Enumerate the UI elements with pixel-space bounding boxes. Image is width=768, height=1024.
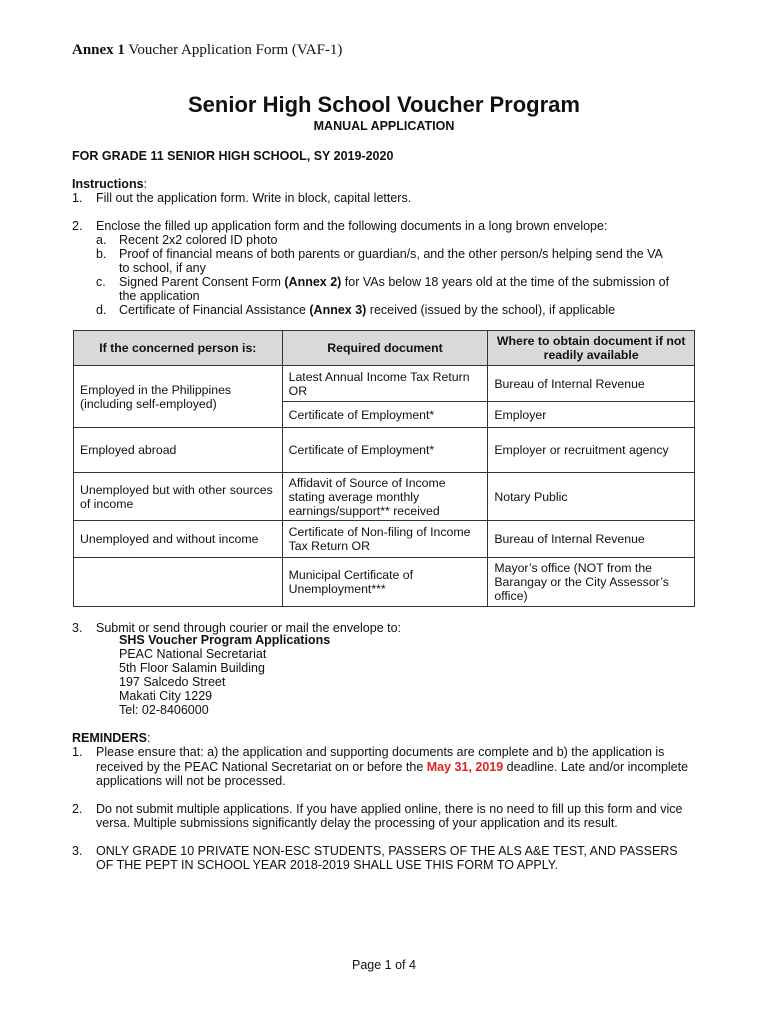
table-cell-document: Certificate of Non-filing of Income Tax Return OR [282,521,488,558]
table-cell-person: Employed abroad [74,428,283,473]
sub-c-post: for VAs below 18 years old at the time of the submission of [341,275,670,289]
sub-c-letter: c. [96,275,106,289]
table-cell-where: Bureau of Internal Revenue [488,366,695,402]
sub-d [119,303,615,317]
table-cell-document: Certificate of Employment* [282,402,488,428]
table-cell-where: Bureau of Internal Revenue [488,521,695,558]
table-cell-where: Employer or recruitment agency [488,428,695,473]
sub-c-annex: (Annex 2) [284,275,342,289]
reminder-1-pre: received by the PEAC National Secretariat on or before the [96,760,427,774]
sub-b-line2: to school, if any [119,261,206,275]
instruction-3-number: 3. [72,621,83,635]
reminders-colon: : [147,731,151,745]
reminder-1-line3: applications will not be processed. [96,774,286,788]
table-cell-person: Employed in the Philippines (including self-employed) [74,366,283,428]
instruction-1-number: 1. [72,191,83,205]
table-cell-document: Municipal Certificate of Unemployment*** [282,558,488,607]
column-header: Required document [282,331,488,366]
instructions-heading [72,177,147,191]
table-row [74,473,695,521]
table-cell-where: Notary Public [488,473,695,521]
sub-c-pre: Signed Parent Consent Form [119,275,285,289]
table-row [74,428,695,473]
address-line-4: Makati City 1229 [119,689,213,703]
table-cell-where: Mayor’s office (NOT from the Barangay or the City Assessor’s office) [488,558,695,607]
instruction-2-number: 2. [72,219,83,233]
table-row [74,366,695,402]
sub-b-letter: b. [96,247,107,261]
table-cell-document: Certificate of Employment* [282,428,488,473]
document-subtitle: MANUAL APPLICATION [313,119,455,133]
reminder-1-number: 1. [72,745,83,759]
requirements-table [73,330,695,607]
table-cell-person: Unemployed and without income [74,521,283,558]
table-header-row [74,331,695,366]
page-number: Page 1 of 4 [352,958,416,972]
sub-c-line1 [119,275,669,289]
grade-line: FOR GRADE 11 SENIOR HIGH SCHOOL, SY 2019-2020 [72,149,394,163]
reminder-3-number: 3. [72,844,83,858]
instruction-2: Enclose the filled up application form and the following documents in a long brown envelope: [96,219,608,233]
reminder-2-line2: versa. Multiple submissions significantly delay the processing of your application and its result. [96,816,618,830]
address-line-2: 5th Floor Salamin Building [119,661,265,675]
table-cell-person: Unemployed but with other sources of income [74,473,283,521]
address-telephone: Tel: 02-8406000 [119,703,209,717]
reminder-2-number: 2. [72,802,83,816]
reminder-1-post: deadline. Late and/or incomplete [503,760,689,774]
instructions-heading-text: Instructions [72,177,144,191]
annex-form-name: Voucher Application Form (VAF-1) [124,42,343,58]
reminder-2-line1: Do not submit multiple applications. If you have applied online, there is no need to fill up this form and vice [96,802,683,816]
column-header: If the concerned person is: [74,331,283,366]
sub-d-letter: d. [96,303,107,317]
address-line-1: PEAC National Secretariat [119,647,267,661]
sub-d-annex: (Annex 3) [309,303,367,317]
sub-c-line2: the application [119,289,200,303]
sub-a: Recent 2x2 colored ID photo [119,233,278,247]
reminder-3-line1: ONLY GRADE 10 PRIVATE NON-ESC STUDENTS, PASSERS OF THE ALS A&E TEST, AND PASSERS [96,844,678,858]
reminder-1-line2 [96,760,688,774]
address-line-3: 197 Salcedo Street [119,675,226,689]
table-cell-where: Employer [488,402,695,428]
sub-d-post: received (issued by the school), if applicable [366,303,616,317]
table-row [74,521,695,558]
reminders-heading-text: REMINDERS [72,731,148,745]
address-recipient: SHS Voucher Program Applications [119,633,331,647]
document-title: Senior High School Voucher Program [188,92,580,117]
annex-label: Annex 1 [72,42,125,58]
instruction-1: Fill out the application form. Write in block, capital letters. [96,191,412,205]
instruction-3: Submit or send through courier or mail the envelope to: [96,621,402,635]
table-cell-document: Latest Annual Income Tax Return OR [282,366,488,402]
reminders-heading [72,731,151,745]
table-row [74,558,695,607]
sub-a-letter: a. [96,233,107,247]
sub-d-pre: Certificate of Financial Assistance [119,303,310,317]
reminder-3-line2: OF THE PEPT IN SCHOOL YEAR 2018-2019 SHALL USE THIS FORM TO APPLY. [96,858,558,872]
deadline-date: May 31, 2019 [426,760,504,774]
sub-b-line1: Proof of financial means of both parents or guardian/s, and the other person/s helping send the VA [119,247,663,261]
reminder-1-line1: Please ensure that: a) the application and supporting documents are complete and b) the application is [96,745,665,759]
column-header: Where to obtain document if not readily available [488,331,695,366]
table-cell-person [74,558,283,607]
instructions-colon: : [143,177,148,191]
table-cell-document: Affidavit of Source of Income stating average monthly earnings/support** received [282,473,488,521]
annex-header [72,42,342,59]
